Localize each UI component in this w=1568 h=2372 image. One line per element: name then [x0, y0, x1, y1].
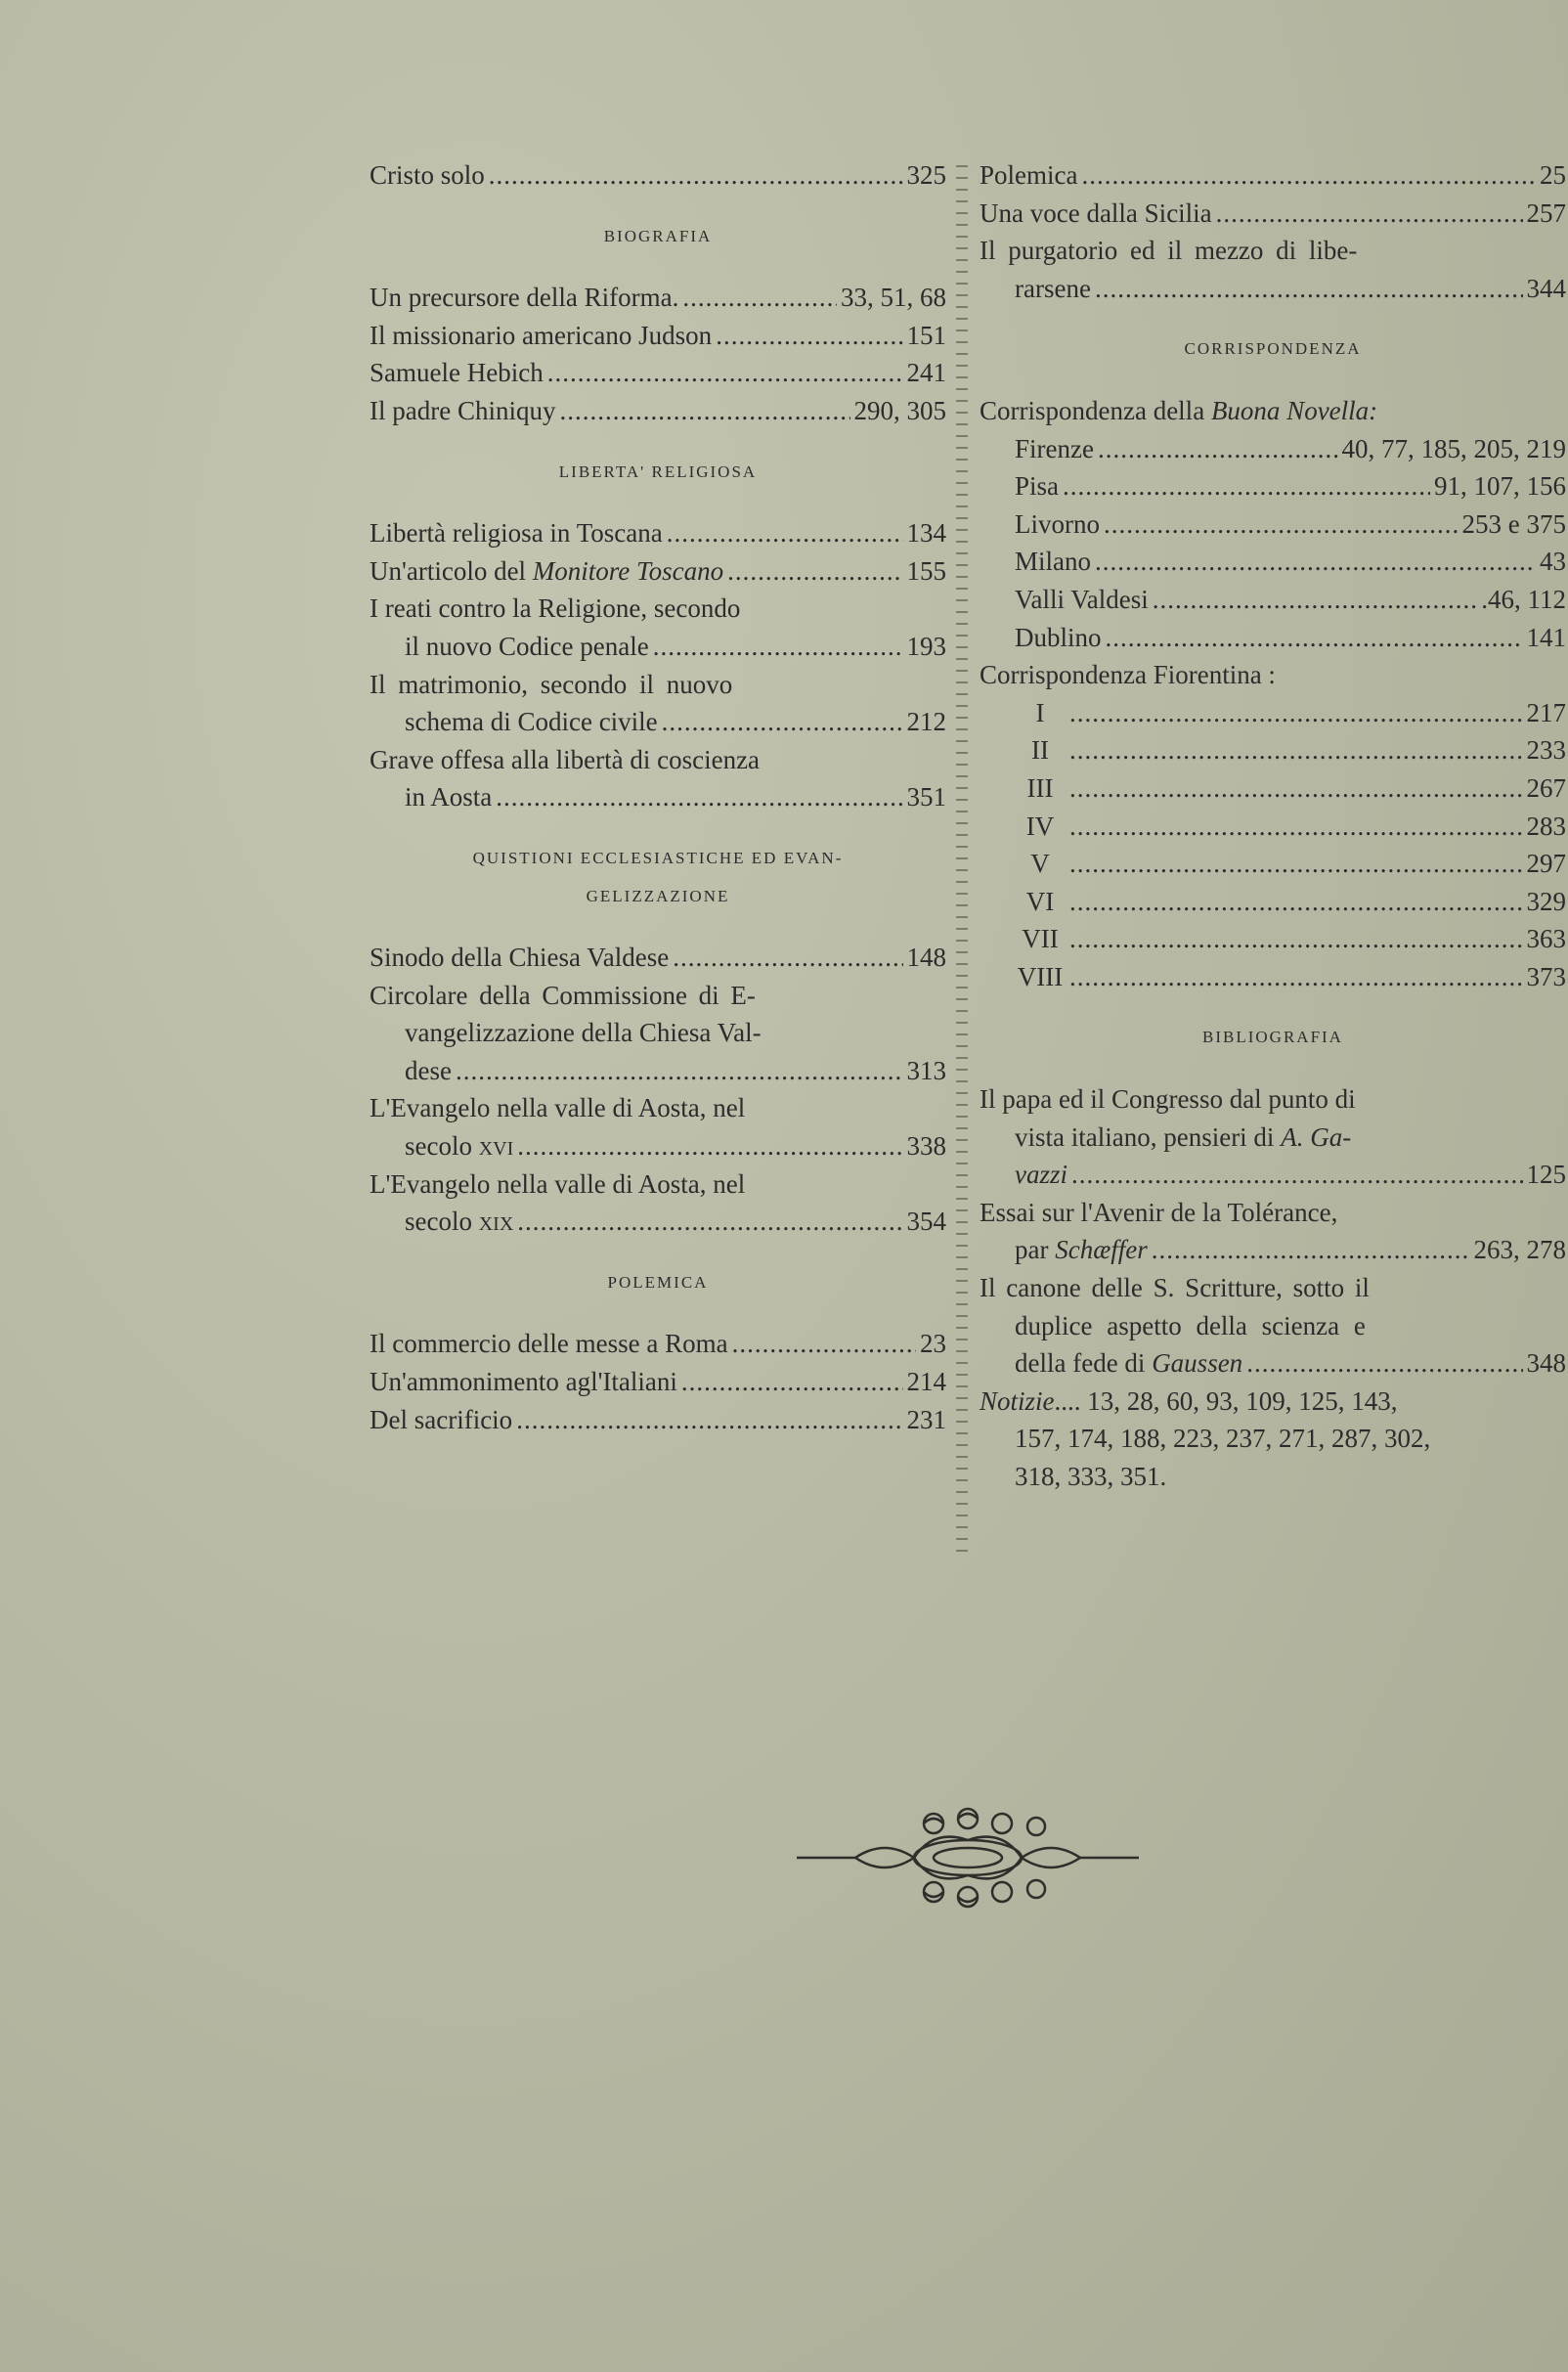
- entry-line: [980, 392, 1566, 430]
- entry-page: 155: [906, 555, 946, 586]
- entry-page: 125: [1526, 1160, 1566, 1190]
- entry-title-text: Un'articolo del: [370, 555, 533, 586]
- entry-line: [980, 1458, 1566, 1496]
- entry-page: 214: [906, 1367, 946, 1397]
- entry-page: 313: [906, 1055, 946, 1085]
- entry-title: dese: [405, 1055, 452, 1085]
- entry-title: Firenze: [1015, 433, 1094, 463]
- entry-line: [370, 1014, 946, 1052]
- entry-page: 297: [1526, 849, 1566, 879]
- entry-line: [980, 656, 1566, 694]
- entry-line: [370, 1089, 946, 1127]
- entry-title: Un precursore della Riforma.: [370, 283, 679, 313]
- entry: [370, 392, 946, 430]
- entry-title-italic: Gaussen: [1152, 1348, 1243, 1379]
- entry-page: 33, 51, 68: [841, 283, 946, 313]
- entry-line: [370, 778, 946, 816]
- entry: [370, 514, 946, 552]
- entry-line: [370, 666, 946, 704]
- entry: [980, 156, 1566, 195]
- entry: [980, 430, 1566, 468]
- entry: [980, 920, 1566, 958]
- entry: [980, 505, 1566, 544]
- entry-page: 217: [1526, 697, 1566, 727]
- entry-line: [370, 1127, 946, 1165]
- section-heading-polemica: POLEMICA: [607, 1272, 709, 1292]
- entry-title: il nuovo Codice penale: [405, 631, 649, 661]
- entry-title: Pisa: [1015, 471, 1060, 502]
- entry-title: Una voce dalla Sicilia: [980, 198, 1212, 228]
- entry-page: 253 e 375: [1461, 508, 1566, 539]
- entry: [370, 1325, 946, 1363]
- entry-title: Polemica: [980, 160, 1078, 190]
- entry-page: 40, 77, 185, 205, 219: [1341, 433, 1566, 463]
- entry: [980, 543, 1566, 581]
- entry-title: [405, 1127, 513, 1168]
- notizie-pages: 157, 174, 188, 223, 237, 271, 287, 302,: [1015, 1424, 1431, 1454]
- entry: [370, 552, 946, 591]
- entry-title: L'Evangelo nella valle di Aosta, nel: [370, 1168, 746, 1199]
- entry-title: Il missionario americano Judson: [370, 320, 713, 350]
- entry-line: [370, 590, 946, 628]
- entry-line: [980, 232, 1566, 270]
- entry-title-text: Corrispondenza della: [980, 395, 1211, 425]
- entry: [370, 1363, 946, 1401]
- entry-title-italic: Buona Novella:: [1210, 395, 1378, 425]
- entry: [370, 1401, 946, 1439]
- entry-page: .46, 112: [1481, 584, 1566, 614]
- entry-title-text: secolo: [405, 1207, 479, 1237]
- entry-title: schema di Codice civile: [405, 707, 658, 737]
- entry-page: 241: [906, 358, 946, 388]
- decorative-ornament-icon: [787, 1799, 1149, 1916]
- entry-title: I reati contro la Religione, secondo: [370, 593, 741, 624]
- entry-page: 344: [1526, 273, 1566, 303]
- entry-line: [980, 1119, 1566, 1157]
- entry-title-text: par: [1015, 1235, 1056, 1265]
- entry-title: Sinodo della Chiesa Valdese: [370, 943, 670, 973]
- entry-title: Un'ammonimento agl'Italiani: [370, 1367, 677, 1397]
- entry-line: [370, 1165, 946, 1204]
- entry-title: Il commercio delle messe a Roma: [370, 1329, 728, 1359]
- entry: [980, 958, 1566, 996]
- entry-title: rarsene: [1015, 273, 1091, 303]
- entry-page: 329: [1526, 886, 1566, 916]
- entry-page: 141: [1526, 622, 1566, 652]
- entry-page: 283: [1526, 811, 1566, 841]
- entry-page: 91, 107, 156: [1434, 471, 1566, 502]
- entry-title-smallcaps: XIX: [478, 1213, 514, 1236]
- entry-page: 151: [906, 320, 946, 350]
- entry-line: [370, 1203, 946, 1241]
- entry-title: VII: [1022, 924, 1059, 954]
- entry: [980, 694, 1566, 732]
- entry-page: 325: [906, 160, 946, 190]
- entry-title: Dublino: [1015, 622, 1102, 652]
- entry-title: Grave offesa alla libertà di coscienza: [370, 744, 761, 774]
- entry-page: 290, 305: [853, 395, 946, 425]
- entry-title: Valli Valdesi: [1015, 584, 1149, 614]
- entry-title-text: vista italiano, pensieri di: [1015, 1121, 1282, 1152]
- entry-title: [980, 1383, 1398, 1421]
- section-heading-biografia: BIOGRAFIA: [603, 226, 713, 245]
- entry-title: [980, 392, 1377, 430]
- entry-page: 148: [906, 943, 946, 973]
- entry-page: 25: [1540, 160, 1566, 190]
- entry-page: 263, 278: [1473, 1235, 1566, 1265]
- entry-line: [980, 1307, 1566, 1345]
- entry-title: Il padre Chiniquy: [370, 395, 556, 425]
- entry-title: Livorno: [1015, 508, 1100, 539]
- entry-line: [370, 628, 946, 666]
- entry-line: [980, 1231, 1566, 1269]
- entry-page: 351: [906, 782, 946, 813]
- entry-page: 23: [920, 1329, 946, 1359]
- entry-title: Milano: [1015, 547, 1091, 577]
- entry: [980, 581, 1566, 619]
- entry-page: 267: [1526, 772, 1566, 803]
- entry-title: [1015, 1231, 1148, 1269]
- entry-line: [980, 1269, 1566, 1307]
- entry-page: 354: [906, 1207, 946, 1237]
- entry: [980, 808, 1566, 846]
- entry: [980, 769, 1566, 808]
- notizie-label: Notizie: [980, 1385, 1055, 1416]
- entry-title: V: [1030, 849, 1050, 879]
- section-heading-bibliografia: BIBLIOGRAFIA: [1202, 1028, 1343, 1047]
- entry: [370, 354, 946, 392]
- entry-title-italic: Schæffer: [1055, 1235, 1148, 1265]
- entry-title: in Aosta: [405, 782, 493, 813]
- entry-title: L'Evangelo nella valle di Aosta, nel: [370, 1093, 746, 1123]
- entry-title: [370, 552, 723, 591]
- entry-title: Il purgatorio ed il mezzo di libe-: [980, 236, 1358, 266]
- entry-line: [980, 270, 1566, 308]
- entry-title: Essai sur l'Avenir de la Tolérance,: [980, 1197, 1338, 1227]
- entry-title: Corrispondenza Fiorentina :: [980, 660, 1276, 690]
- entry: [980, 883, 1566, 921]
- entry-page: 338: [906, 1131, 946, 1162]
- entry-title: Libertà religiosa in Toscana: [370, 518, 663, 549]
- entry-title-italic: Monitore Toscano: [532, 555, 724, 586]
- entry-title: vangelizzazione della Chiesa Val-: [405, 1018, 762, 1048]
- entry-line: [980, 1194, 1566, 1232]
- section-heading-line: QUISTIONI ECCLESIASTICHE ED EVAN-: [472, 848, 844, 867]
- entry-title: duplice aspetto della scienza e: [1015, 1310, 1366, 1340]
- entry-line: [370, 977, 946, 1015]
- entry-title: Circolare della Commissione di E-: [370, 980, 756, 1010]
- entry-title: Cristo solo: [370, 160, 485, 190]
- entry-title: [1015, 1119, 1351, 1157]
- entry: [980, 619, 1566, 657]
- entry-title-italic: vazzi: [1015, 1160, 1067, 1190]
- entry-page: 363: [1526, 924, 1566, 954]
- entry-title-text: della fede di: [1015, 1348, 1153, 1379]
- entry-line: [980, 1156, 1566, 1194]
- entry-line: [370, 1052, 946, 1090]
- entry-title: Il papa ed il Congresso dal punto di: [980, 1084, 1356, 1115]
- entry-page: 231: [906, 1404, 946, 1434]
- entry-title: [1015, 1344, 1242, 1383]
- entry-page: 233: [1526, 735, 1566, 766]
- entry-title: Il matrimonio, secondo il nuovo: [370, 669, 733, 699]
- entry: [980, 845, 1566, 883]
- right-column: [980, 156, 1566, 1496]
- entry-title: Samuele Hebich: [370, 358, 544, 388]
- entry-title: Il canone delle S. Scritture, sotto il: [980, 1273, 1370, 1303]
- entry-page: 257: [1526, 198, 1566, 228]
- entry-cristo-solo: [370, 156, 946, 195]
- entry-title: Del sacrificio: [370, 1404, 513, 1434]
- entry-page: 134: [906, 518, 946, 549]
- entry-page: 373: [1526, 961, 1566, 991]
- entry-line: [980, 1344, 1566, 1383]
- notizie-pages: 318, 333, 351.: [1015, 1462, 1167, 1491]
- entry-title: [405, 1203, 513, 1244]
- entry-title: VIII: [1017, 961, 1064, 991]
- entry-title: I: [1035, 697, 1045, 727]
- entry-line: [980, 1420, 1566, 1458]
- entry-line: [980, 1080, 1566, 1119]
- section-heading-quistioni: [370, 840, 946, 915]
- entry-line: [980, 1383, 1566, 1421]
- entry-title: IV: [1025, 811, 1055, 841]
- section-heading-line: GELIZZAZIONE: [586, 886, 730, 905]
- entry-line: [370, 703, 946, 741]
- section-heading-corrispondenza: CORRISPONDENZA: [1184, 339, 1362, 359]
- entry-title: III: [1026, 772, 1054, 803]
- entry: [980, 467, 1566, 505]
- entry: [370, 279, 946, 317]
- entry: [980, 731, 1566, 769]
- entry-title-smallcaps: XVI: [478, 1138, 514, 1161]
- entry-line: [370, 741, 946, 779]
- entry-page: 212: [906, 707, 946, 737]
- column-divider: [956, 161, 968, 1559]
- entry-title-italic: A. Ga-: [1281, 1121, 1352, 1152]
- entry: [980, 195, 1566, 233]
- entry: [370, 317, 946, 355]
- left-column: [370, 156, 946, 1438]
- entry-title: II: [1031, 735, 1049, 766]
- entry-page: 43: [1540, 547, 1566, 577]
- entry-title-text: secolo: [405, 1131, 479, 1162]
- entry: [370, 939, 946, 977]
- section-heading-liberta: LIBERTA' RELIGIOSA: [558, 461, 758, 481]
- entry-page: 348: [1526, 1348, 1566, 1379]
- entry-page: 193: [906, 631, 946, 661]
- entry-title: VI: [1025, 886, 1055, 916]
- notizie-pages: .... 13, 28, 60, 93, 109, 125, 143,: [1054, 1385, 1398, 1416]
